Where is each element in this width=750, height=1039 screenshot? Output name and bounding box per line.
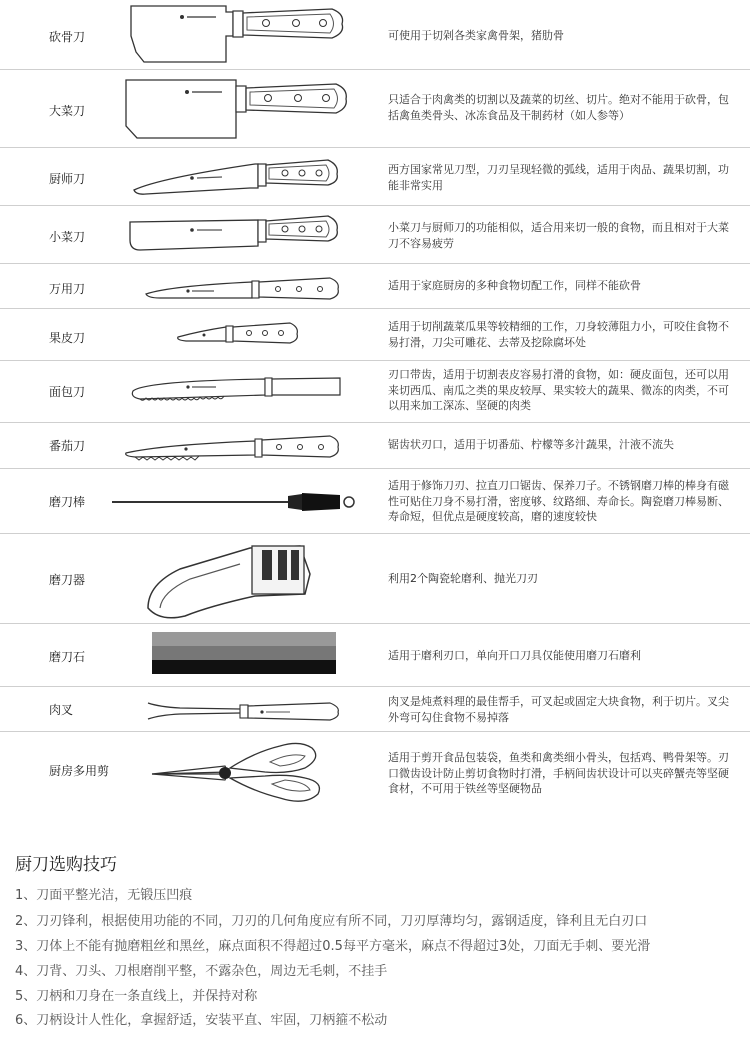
knife-description: 只适合于肉禽类的切割以及蔬菜的切丝、切片。绝对不能用于砍骨，包括禽鱼类骨头、冰冻食品及干制药材（如人参等） bbox=[388, 93, 729, 122]
knife-name: 万用刀 bbox=[49, 282, 86, 296]
knife-name: 大菜刀 bbox=[49, 104, 86, 118]
tip-item: 5、刀柄和刀身在一条直线上，并保持对称 bbox=[15, 989, 258, 1004]
tool-name: 磨刀石 bbox=[49, 650, 86, 664]
table-row bbox=[0, 732, 750, 817]
tool-description: 适用于磨利刃口，单向开口刀具仅能使用磨刀石磨利 bbox=[388, 649, 641, 662]
table-row bbox=[0, 469, 750, 534]
knife-name: 果皮刀 bbox=[49, 331, 86, 345]
knife-name: 番茄刀 bbox=[49, 439, 86, 453]
tool-name: 厨房多用剪 bbox=[49, 764, 110, 778]
table-row bbox=[0, 206, 750, 264]
tips-title: 厨刀选购技巧 bbox=[15, 855, 117, 875]
tool-description: 适用于剪开食品包装袋，鱼类和禽类细小骨头，包括鸡、鸭骨架等。刃口微齿设计防止剪切食物时打滑，手柄间齿状设计可以夹碎蟹壳等坚硬食材，不可用于铁丝等坚硬物品 bbox=[388, 751, 729, 795]
knife-description: 刃口带齿，适用于切割表皮容易打滑的食物，如：硬皮面包，还可以用来切西瓜、南瓜之类的果皮较厚、果实较大的蔬果、微冻的肉类，不可以用来加工深冻、坚硬的肉类 bbox=[388, 368, 729, 412]
knife-name: 砍骨刀 bbox=[49, 30, 86, 44]
tool-name: 肉叉 bbox=[49, 703, 74, 717]
tip-item: 6、刀柄设计人性化，拿握舒适，安装平直、牢固，刀柄箍不松动 bbox=[15, 1013, 388, 1028]
table-row bbox=[0, 534, 750, 624]
knife-name: 厨师刀 bbox=[49, 172, 86, 186]
tip-item: 4、刀背、刀头、刀根磨削平整，不露杂色，周边无毛刺，不挂手 bbox=[15, 964, 388, 979]
knife-description: 西方国家常见刀型，刀刃呈现轻微的弧线，适用于肉品、蔬果切割，功能非常实用 bbox=[388, 163, 729, 192]
knife-description: 小菜刀与厨师刀的功能相似，适合用来切一般的食物，而且相对于大菜刀不容易疲劳 bbox=[388, 221, 729, 250]
table-row bbox=[0, 423, 750, 469]
knife-name: 小菜刀 bbox=[49, 230, 86, 244]
table-row bbox=[0, 624, 750, 687]
tool-description: 肉叉是炖煮料理的最佳帮手，可叉起或固定大块食物，利于切片。叉尖外弯可勾住食物不易掉落 bbox=[388, 695, 729, 724]
table-row bbox=[0, 0, 750, 70]
tool-name: 磨刀棒 bbox=[49, 495, 86, 509]
table-row bbox=[0, 70, 750, 148]
tool-name: 磨刀器 bbox=[49, 573, 86, 587]
tool-description: 利用2个陶瓷轮磨利、抛光刀刃 bbox=[388, 572, 538, 585]
tip-item: 3、刀体上不能有抛磨粗丝和黑丝，麻点面积不得超过0.5每平方毫米，麻点不得超过3处，刀面无手刺、要光滑 bbox=[15, 939, 651, 954]
table-row bbox=[0, 361, 750, 423]
knife-description: 可使用于切剁各类家禽骨架，猪肋骨 bbox=[388, 29, 564, 42]
tip-item: 2、刀刃锋利，根据使用功能的不同，刀刃的几何角度应有所不同，刀刃厚薄均匀，露钢适度，锋利且无白刃口 bbox=[15, 914, 648, 929]
knife-description: 锯齿状刃口，适用于切番茄、柠檬等多汁蔬果，汁液不流失 bbox=[388, 438, 674, 451]
knife-name: 面包刀 bbox=[49, 385, 86, 399]
knife-description: 适用于切削蔬菜瓜果等较精细的工作，刀身较薄阻力小，可咬住食物不易打滑，刀尖可雕花、去蒂及挖除腐坏处 bbox=[388, 320, 729, 349]
table-row bbox=[0, 148, 750, 206]
table-row bbox=[0, 309, 750, 361]
table-row bbox=[0, 687, 750, 732]
knife-description: 适用于家庭厨房的多种食物切配工作，同样不能砍骨 bbox=[388, 279, 641, 292]
tip-item: 1、刀面平整光洁，无锻压凹痕 bbox=[15, 888, 193, 903]
table-row bbox=[0, 264, 750, 309]
tool-description: 适用于修饰刀刃、拉直刀口锯齿、保养刀子。不锈钢磨刀棒的棒身有磁性可贴住刀身不易打滑，密度够、纹路细、寿命长。陶瓷磨刀棒易断、寿命短，但优点是硬度较高，磨的速度较快 bbox=[388, 479, 729, 523]
